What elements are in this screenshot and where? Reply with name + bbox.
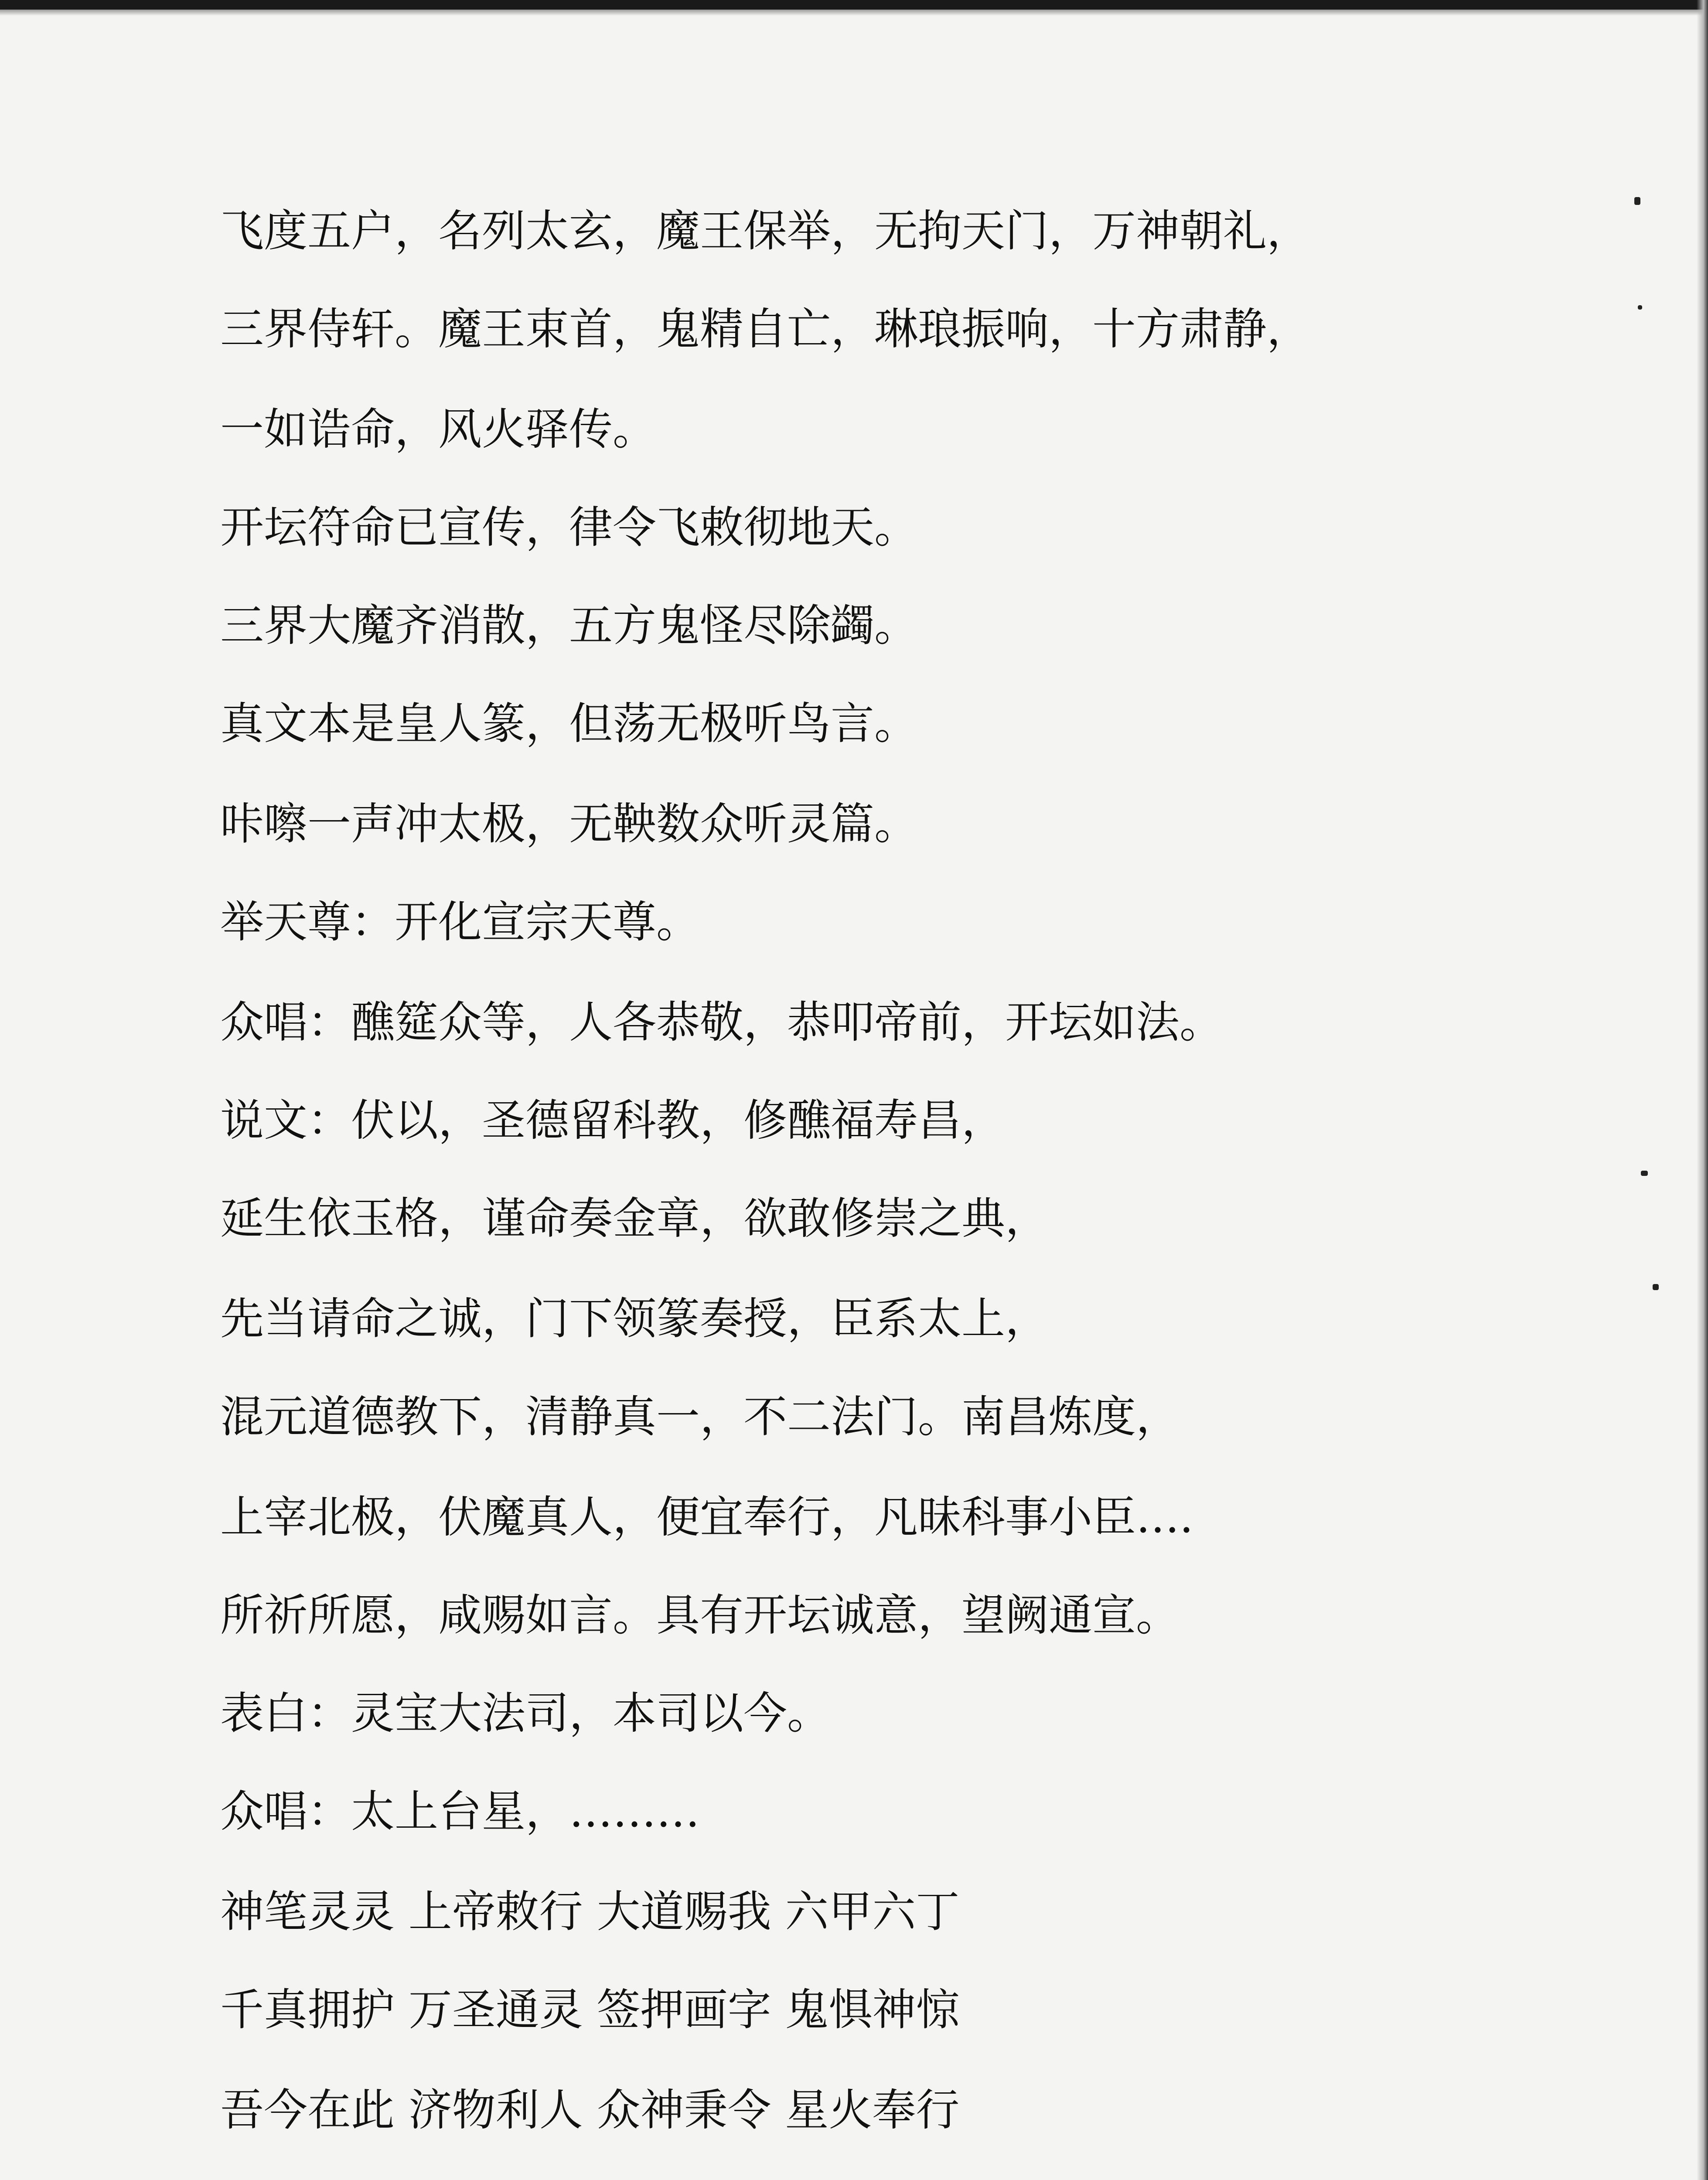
text-line-20: 吾今在此 济物利人 众神秉令 星火奉行 (220, 2085, 960, 2136)
text-line-4: 开坛符命已宣传，律令飞敕彻地天。 (220, 502, 918, 553)
text-line-12: 先当请命之诚，门下领篆奏授，臣系太上， (220, 1293, 1049, 1344)
scan-speck (1634, 197, 1640, 205)
scan-top-border (0, 0, 1708, 10)
text-line-5: 三界大魔齐消散，五方鬼怪尽除蠲。 (220, 600, 918, 651)
text-line-19: 千真拥护 万圣通灵 签押画字 鬼惧神惊 (220, 1984, 960, 2035)
text-line-18: 神笔灵灵 上帝敕行 大道赐我 六甲六丁 (220, 1886, 960, 1937)
text-line-17: 众唱：太上台星，……… (220, 1786, 700, 1837)
scan-speck (1641, 1171, 1648, 1176)
text-line-2: 三界侍轩。魔王束首，鬼精自亡，琳琅振响，十方肃静， (220, 303, 1310, 354)
text-line-14: 上宰北极，伏魔真人，便宜奉行，凡昧科事小臣…. (220, 1492, 1193, 1543)
scan-top-shadow (0, 10, 1708, 16)
text-line-6: 真文本是皇人篆，但荡无极听鸟言。 (220, 698, 918, 749)
text-line-3: 一如诰命，风火驿传。 (220, 404, 656, 455)
text-line-8: 举天尊：开化宣宗天尊。 (220, 896, 700, 947)
text-line-1: 飞度五户，名列太玄，魔王保举，无拘天门，万神朝礼， (220, 205, 1310, 256)
text-line-7: 咔嚓一声冲太极，无鞅数众听灵篇。 (220, 798, 918, 849)
text-line-10: 说文：伏以，圣德留科教，修醮福寿昌， (220, 1095, 1005, 1146)
text-line-16: 表白：灵宝大法司，本司以今。 (220, 1688, 831, 1739)
scan-right-edge (1697, 0, 1708, 2180)
text-line-11: 延生依玉格，谨命奏金章，欲敢修崇之典， (220, 1193, 1049, 1244)
scan-speck (1638, 305, 1642, 310)
text-line-15: 所祈所愿，咸赐如言。具有开坛诚意，望阙通宣。 (220, 1590, 1180, 1641)
text-line-9: 众唱：醮筵众等，人各恭敬，恭叩帝前，开坛如法。 (220, 997, 1223, 1048)
text-line-13: 混元道德教下，清静真一，不二法门。南昌炼度， (220, 1391, 1180, 1442)
scan-speck (1653, 1284, 1659, 1290)
